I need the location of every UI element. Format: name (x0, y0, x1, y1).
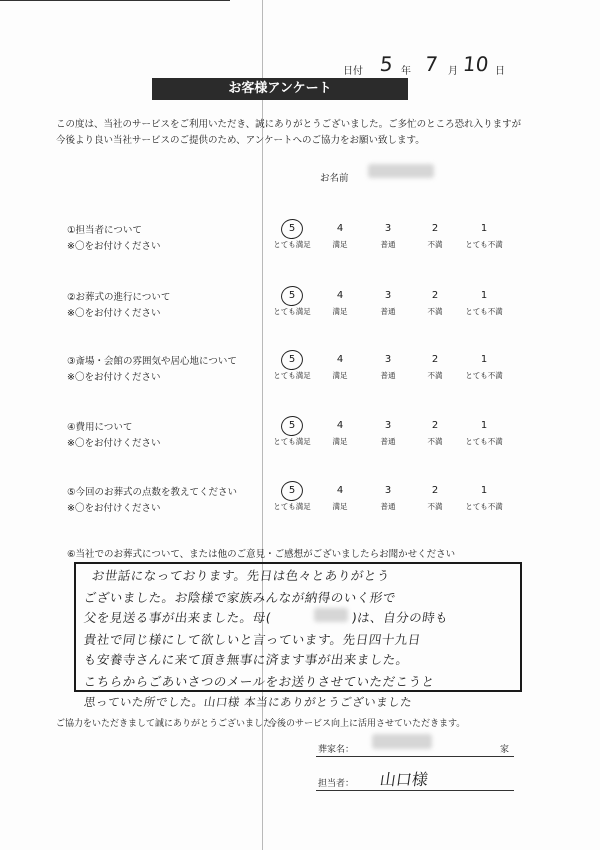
rating-option-2[interactable]: 2 (431, 223, 439, 234)
question-instruction: ※〇をお付けください (67, 503, 161, 514)
comment-line-7: 思っていた所でした。山口様 本当にありがとうございました (83, 695, 414, 709)
rating-label: 不満 (427, 502, 443, 511)
rating-label: 満足 (332, 240, 348, 249)
question-instruction: ※〇をお付けください (67, 438, 161, 449)
comment-prompt: ⑥当社でのお葬式について、または他のご意見・ご感想がございましたらお聞かせください (67, 549, 456, 560)
selected-circle-mark (279, 348, 305, 372)
rating-option-3[interactable]: 3 (384, 354, 392, 365)
staff-value: 山口様 (378, 770, 430, 789)
rating-label: 不満 (427, 240, 443, 249)
rating-label: とても不満 (465, 371, 503, 380)
question-title: ④費用について (67, 422, 133, 433)
rating-option-3[interactable]: 3 (384, 485, 392, 496)
rating-option-2[interactable]: 2 (431, 354, 439, 365)
date-year: 5 (378, 52, 394, 76)
staff-label: 担当者： (318, 779, 355, 789)
rating-option-4[interactable]: 4 (336, 354, 344, 365)
rating-label: とても満足 (273, 437, 311, 446)
rating-label: 普通 (380, 437, 396, 446)
date-month: 7 (423, 52, 439, 76)
rating-option-1[interactable]: 1 (480, 485, 488, 496)
rating-option-4[interactable]: 4 (336, 485, 344, 496)
rating-option-1[interactable]: 1 (480, 223, 488, 234)
rating-label: 満足 (332, 371, 348, 380)
rating-option-2[interactable]: 2 (431, 290, 439, 301)
comment-line-1: お世話になっております。先日は色々とありがとう (90, 568, 391, 583)
survey-title: お客様アンケート (152, 78, 408, 100)
question-title: ③斎場・会館の雰囲気や居心地について (67, 356, 237, 367)
date-label: 日付 (343, 66, 363, 77)
question-title: ①担当者について (67, 225, 142, 236)
comment-line-2: ございました。お陰様で家族みんなが納得のいく形で (82, 590, 397, 605)
comment-redacted (314, 608, 348, 622)
rating-label: とても不満 (465, 502, 503, 511)
usage-text: 今後のサービス向上に活用させていただきます。 (268, 719, 466, 729)
question-instruction: ※〇をお付けください (67, 308, 161, 319)
rating-option-1[interactable]: 1 (480, 420, 488, 431)
rating-option-4[interactable]: 4 (336, 420, 344, 431)
date-day-unit: 日 (495, 66, 505, 77)
rating-option-5[interactable]: 5 (288, 485, 296, 496)
comment-line-3b: )は、自分の時も (350, 610, 450, 625)
rating-label: 普通 (380, 307, 396, 316)
selected-circle-mark (279, 217, 305, 241)
rating-option-5[interactable]: 5 (288, 420, 296, 431)
selected-circle-mark (279, 479, 305, 503)
family-name-underline (316, 756, 514, 757)
rating-label: とても満足 (273, 502, 311, 511)
comment-line-6: こちらからごあいさつのメールをお送りさせていただこうと (82, 674, 436, 689)
rating-label: 不満 (427, 437, 443, 446)
rating-label: 普通 (380, 502, 396, 511)
rating-label: 満足 (332, 307, 348, 316)
family-name-redacted (372, 734, 432, 749)
name-redacted (368, 164, 434, 178)
question-instruction: ※〇をお付けください (67, 241, 161, 252)
rating-option-1[interactable]: 1 (480, 354, 488, 365)
date-year-unit: 年 (401, 66, 411, 77)
date-day: 10 (461, 52, 490, 76)
rating-label: とても満足 (273, 240, 311, 249)
rating-label: 満足 (332, 437, 348, 446)
selected-circle-mark (279, 414, 305, 438)
selected-circle-mark (279, 284, 305, 308)
comment-line-5: も安養寺さんに来て頂き無事に済ます事が出来ました。 (82, 652, 410, 667)
rating-label: 満足 (332, 502, 348, 511)
rating-option-1[interactable]: 1 (480, 290, 488, 301)
staff-underline (316, 790, 514, 791)
name-label: お名前 (320, 173, 349, 184)
rating-option-5[interactable]: 5 (288, 290, 296, 301)
rating-label: とても満足 (273, 307, 311, 316)
rating-label: とても不満 (465, 437, 503, 446)
rating-label: とても不満 (465, 307, 503, 316)
question-instruction: ※〇をお付けください (67, 372, 161, 383)
rating-option-5[interactable]: 5 (288, 354, 296, 365)
rating-option-2[interactable]: 2 (431, 420, 439, 431)
rating-label: 不満 (427, 307, 443, 316)
rating-option-3[interactable]: 3 (384, 420, 392, 431)
thanks-text: ご協力をいただきまして誠にありがとうございました。 (56, 719, 282, 729)
rating-label: とても満足 (273, 371, 311, 380)
rating-option-3[interactable]: 3 (384, 223, 392, 234)
rating-label: 普通 (380, 371, 396, 380)
rating-option-5[interactable]: 5 (288, 223, 296, 234)
family-name-suffix: 家 (500, 745, 510, 755)
rating-option-4[interactable]: 4 (336, 223, 344, 234)
rating-option-2[interactable]: 2 (431, 485, 439, 496)
rating-option-3[interactable]: 3 (384, 290, 392, 301)
comment-line-4: 貴社で同じ様にして欲しいと言っています。先日四十九日 (82, 632, 422, 647)
rating-label: 不満 (427, 371, 443, 380)
rating-label: とても不満 (465, 240, 503, 249)
intro-line-2: 今後より良い当社サービスのご提供のため、アンケートへのご協力をお願い致します。 (56, 135, 425, 146)
rating-option-4[interactable]: 4 (336, 290, 344, 301)
rating-label: 普通 (380, 240, 396, 249)
comment-line-3a: 父を見送る事が出来ました。母( (82, 610, 273, 625)
name-underline (0, 0, 230, 1)
intro-line-1: この度は、当社のサービスをご利用いただき、誠にありがとうございました。ご多忙のところ恐れ入りますが (56, 119, 522, 130)
date-month-unit: 月 (448, 66, 458, 77)
question-title: ②お葬式の進行について (67, 292, 171, 303)
question-title: ⑤今回のお葬式の点数を教えてください (67, 487, 238, 498)
family-name-label: 葬家名： (318, 745, 355, 755)
